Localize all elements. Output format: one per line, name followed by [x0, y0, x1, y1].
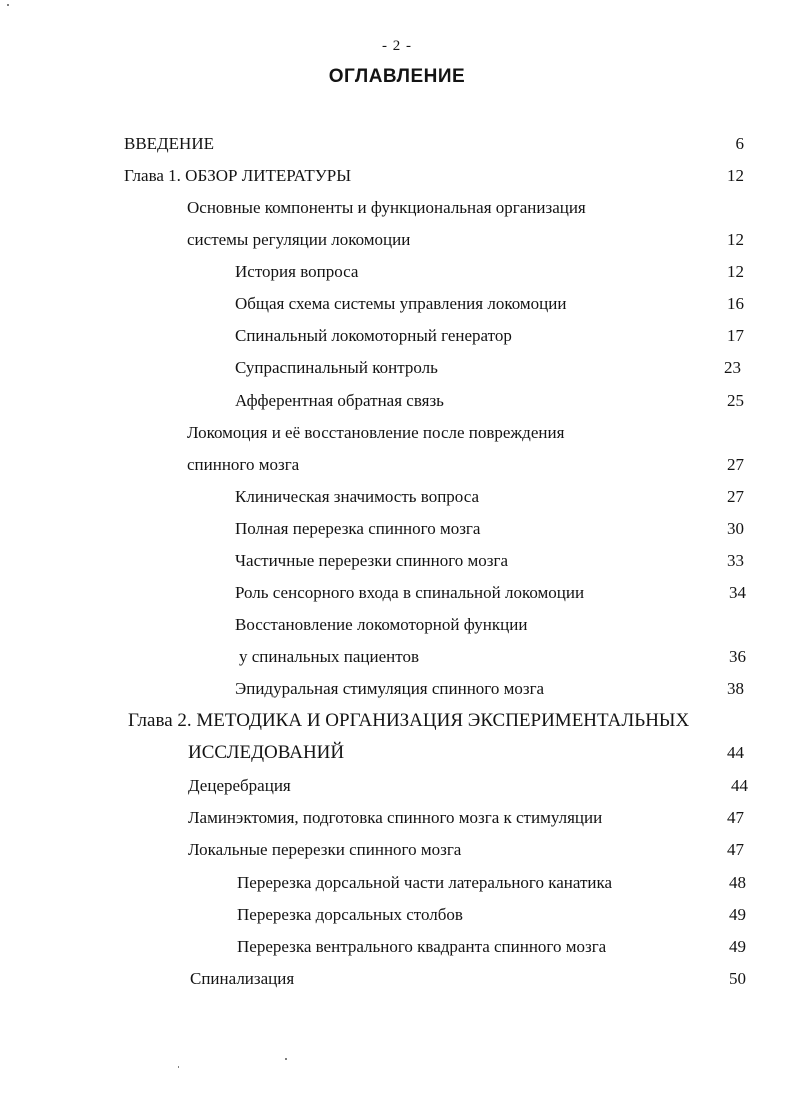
- toc-entry-page: 44: [727, 743, 744, 762]
- toc-entry-text: спинного мозга: [187, 455, 300, 474]
- toc-entry-text: История вопроса: [235, 262, 359, 281]
- page-title: ОГЛАВЛЕНИЕ: [328, 66, 466, 87]
- toc-entry-page: 25: [727, 391, 744, 410]
- toc-entry-page: 34: [729, 583, 746, 602]
- toc-entry-text: Локомоция и её восстановление после повреждения: [187, 423, 565, 442]
- toc-entry-text: Локальные перерезки спинного мозга: [188, 840, 462, 859]
- toc-entry-page: 27: [727, 487, 744, 506]
- toc-entry-text: Децеребрация: [188, 776, 291, 795]
- toc-entry-page: 17: [727, 326, 744, 345]
- toc-entry-page: 36: [729, 647, 746, 666]
- toc-entry-text: Полная перерезка спинного мозга: [235, 519, 481, 538]
- toc-entry-text: у спинальных пациентов: [239, 647, 420, 666]
- toc-entry-text: Афферентная обратная связь: [235, 391, 444, 410]
- toc-entry-text: Спинализация: [190, 969, 295, 988]
- toc-entry-page: 12: [727, 230, 744, 249]
- toc-entry-page: 33: [727, 551, 744, 570]
- toc-entry-page: 27: [727, 455, 744, 474]
- toc-entry-text: Основные компоненты и функциональная организация: [187, 198, 586, 217]
- toc-entry-text: Частичные перерезки спинного мозга: [235, 551, 509, 570]
- toc-entry-text: Перерезка вентрального квадранта спинного мозга: [237, 937, 607, 956]
- page-number: - 2 -: [382, 38, 412, 54]
- toc-entry-text: Клиническая значимость вопроса: [235, 487, 480, 506]
- scan-speck: [285, 1058, 287, 1060]
- toc-entry-text: Глава 1. ОБЗОР ЛИТЕРАТУРЫ: [124, 166, 352, 185]
- toc-entry-page: 48: [729, 873, 746, 892]
- toc-entry-text: Перерезка дорсальных столбов: [237, 905, 463, 924]
- toc-entry-page: 47: [727, 808, 744, 827]
- toc-entry-page: 30: [727, 519, 744, 538]
- toc-entry-page: 47: [727, 840, 744, 859]
- toc-entry-text: Супраспинальный контроль: [235, 358, 438, 377]
- toc-entry-page: 50: [729, 969, 746, 988]
- toc-entry-text: Общая схема системы управления локомоции: [235, 294, 567, 313]
- toc-entry-text: Глава 2. МЕТОДИКА И ОРГАНИЗАЦИЯ ЭКСПЕРИМЕНТАЛЬНЫХ: [128, 710, 690, 731]
- toc-entry-page: 12: [727, 166, 744, 185]
- toc-entry-page: 49: [729, 905, 746, 924]
- toc-entry-text: Роль сенсорного входа в спинальной локомоции: [235, 583, 585, 602]
- toc-entry-text: Эпидуральная стимуляция спинного мозга: [235, 679, 545, 698]
- toc-entry-page: 12: [727, 262, 744, 281]
- toc-entry-page: 23: [724, 358, 741, 377]
- toc-entry-page: 38: [727, 679, 744, 698]
- toc-entry-text: Спинальный локомоторный генератор: [235, 326, 512, 345]
- scan-speck: [7, 4, 9, 6]
- toc-entry-text: Восстановление локомоторной функции: [235, 615, 528, 634]
- toc-entry-page: 44: [731, 776, 748, 795]
- toc-entry-text: Ламинэктомия, подготовка спинного мозга к стимуляции: [188, 808, 603, 827]
- toc-entry-page: 6: [735, 134, 744, 153]
- toc-entry-text: Перерезка дорсальной части латерального канатика: [237, 873, 613, 892]
- toc-entry-text: системы регуляции локомоции: [187, 230, 411, 249]
- toc-entry-text: ИССЛЕДОВАНИЙ: [188, 742, 345, 763]
- toc-entry-text: ВВЕДЕНИЕ: [124, 134, 214, 153]
- toc-entry-page: 49: [729, 937, 746, 956]
- toc-entry-page: 16: [727, 294, 744, 313]
- scan-speck: [178, 1066, 179, 1068]
